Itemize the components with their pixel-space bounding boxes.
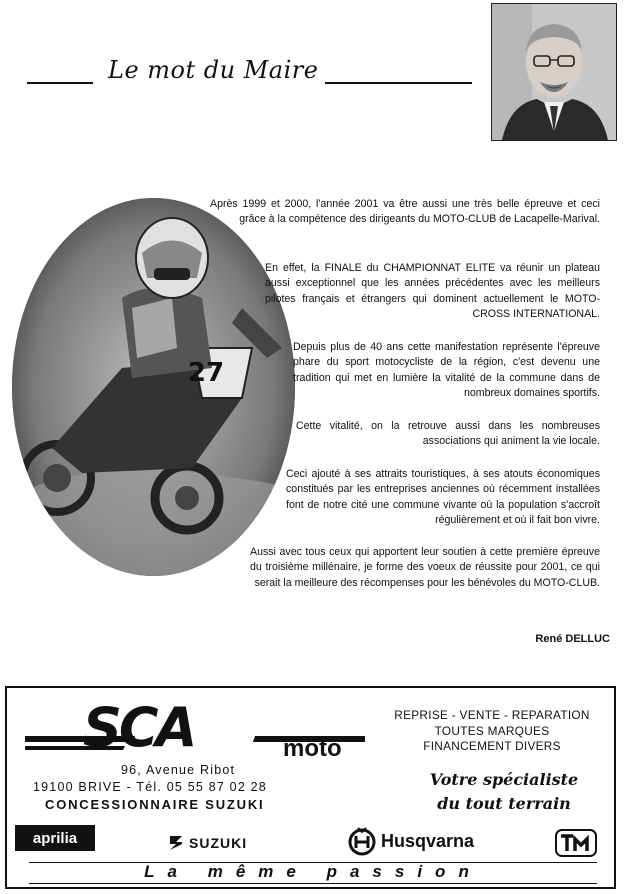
letter-paragraph-5: Ceci ajouté à ses attraits touristiques, à ses atouts économiques constitués par les entreprises anciennes où récemment installées font de notre cité une commune vivante où la population s'accroît régulièrement et où il fait bon vivre. xyxy=(286,468,600,527)
title-rule-right xyxy=(325,82,472,84)
motocross-photo xyxy=(12,198,295,576)
letter-paragraph-2: En effet, la FINALE du CHAMPIONNAT ELITE va réunir un plateau aussi exceptionnel que les années précédentes avec les meilleurs pilotes français et étrangers qui dominent actuellement le MOTO-CROSS INTERNATIONAL. xyxy=(265,262,600,321)
husqvarna-crown-icon xyxy=(347,826,377,856)
signature-first-name: René xyxy=(535,633,563,645)
motocross-photo-image xyxy=(12,198,295,576)
signature-last-name: DELLUC xyxy=(565,633,610,645)
signature xyxy=(535,633,610,645)
title-rule-left xyxy=(27,82,93,84)
ad-address xyxy=(25,762,355,813)
husqvarna-logo-text: Husqvarna xyxy=(381,830,475,851)
tm-logo xyxy=(555,828,597,858)
sca-logo-suffix: moto xyxy=(283,735,342,758)
aprilia-logo: aprilia xyxy=(15,825,95,851)
sca-moto-advertisement xyxy=(5,686,616,889)
ad-street: 96, Avenue Ribot xyxy=(121,763,236,777)
letter-paragraph-1: Après 1999 et 2000, l'année 2001 va être aussi une très belle épreuve et ceci grâce à la compétence des dirigeants du MOTO-CLUB de Lacapelle-Marival. xyxy=(210,198,600,226)
sca-moto-logo xyxy=(25,696,365,758)
ad-services xyxy=(379,708,605,755)
tm-logo-icon xyxy=(555,829,597,857)
sca-logo-letters: SCA xyxy=(83,696,195,758)
suzuki-logo-text: SUZUKI xyxy=(189,835,248,851)
husqvarna-logo xyxy=(347,826,474,856)
ad-slogan xyxy=(399,768,609,816)
letter-paragraph-3: Depuis plus de 40 ans cette manifestation représente l'épreuve phare du sport motocycliste de la région, c'est devenu une tradition qui met en lumière la vitalité de la commune dans de nombreux domaines sportifs. xyxy=(293,341,600,400)
letter-paragraph-4: Cette vitalité, on la retrouve aussi dans les nombreuses associations qui animent la vie locale. xyxy=(296,420,600,448)
mayor-portrait-image xyxy=(492,4,616,140)
letter-paragraph-6: Aussi avec tous ceux qui apportent leur soutien à cette première épreuve du troisième millénaire, je forme des voeux de réussite pour 2001, ce qui serait la meilleure des récompenses pour les bénévoles du MOTO-CLUB. xyxy=(250,546,600,589)
ad-service-line: TOUTES MARQUES xyxy=(434,723,550,738)
ad-city-phone: 19100 BRIVE - Tél. 05 55 87 02 28 xyxy=(33,780,267,794)
ad-slogan-line-2: du tout terrain xyxy=(437,794,571,813)
suzuki-s-icon xyxy=(167,834,185,852)
ad-footer-banner xyxy=(29,862,597,884)
ad-footer-text: La même passion xyxy=(144,862,482,881)
ad-service-line: FINANCEMENT DIVERS xyxy=(423,739,561,753)
ad-service-line: REPRISE - VENTE - REPARATION xyxy=(394,708,590,722)
sca-moto-logo-image xyxy=(25,696,365,758)
page-title: Le mot du Maire xyxy=(108,56,319,84)
bike-number-plate: 27 xyxy=(187,358,225,388)
ad-dealer: CONCESSIONNAIRE SUZUKI xyxy=(45,797,265,812)
suzuki-logo xyxy=(167,833,247,853)
ad-slogan-line-1: Votre spécialiste xyxy=(429,770,579,789)
mayor-portrait xyxy=(491,3,617,141)
